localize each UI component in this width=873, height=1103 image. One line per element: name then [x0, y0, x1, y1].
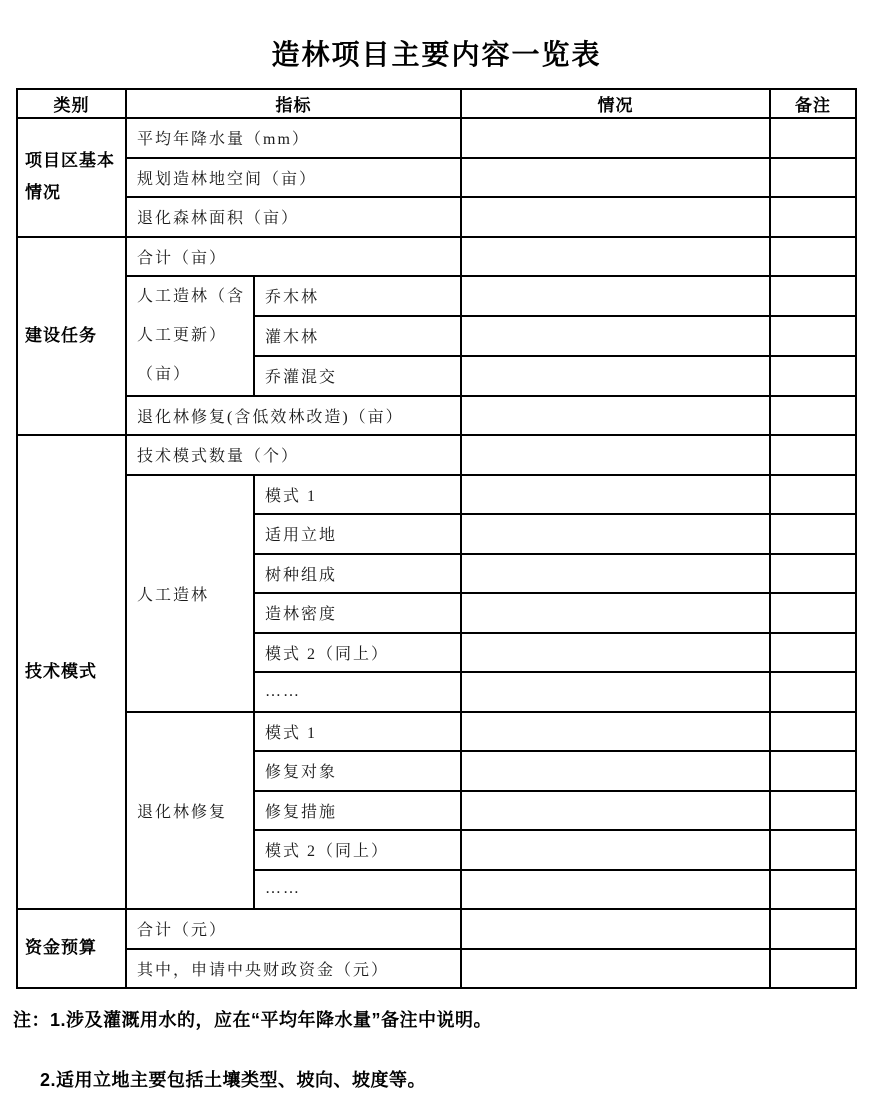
sub-indicator-cell: 模式 1 [254, 475, 461, 515]
remark-cell [770, 909, 856, 949]
table-row [17, 475, 856, 515]
remark-cell [770, 276, 856, 316]
category-cell-budget: 资金预算 [17, 909, 126, 988]
footnote-1: 注：1.涉及灌溉用水的，应在“平均年降水量”备注中说明。 [13, 1010, 493, 1030]
remark-cell [770, 197, 856, 237]
situation-cell [461, 316, 770, 356]
group-cell-artificial-afforestation: 人工造林 [126, 475, 254, 712]
table-row [17, 712, 856, 752]
situation-cell [461, 554, 770, 594]
situation-cell [461, 396, 770, 436]
indicator-cell: 合计（元） [126, 909, 461, 949]
situation-cell [461, 870, 770, 910]
table-row [17, 435, 856, 475]
remark-cell [770, 514, 856, 554]
table-row [17, 118, 856, 158]
indicator-cell: 退化林修复(含低效林改造)（亩） [126, 396, 461, 436]
indicator-cell: 平均年降水量（mm） [126, 118, 461, 158]
sub-indicator-cell: …… [254, 870, 461, 910]
table-row [17, 949, 856, 989]
sub-indicator-cell: 乔木林 [254, 276, 461, 316]
sub-indicator-cell: 乔灌混交 [254, 356, 461, 396]
remark-cell [770, 712, 856, 752]
indicator-cell: 其中，申请中央财政资金（元） [126, 949, 461, 989]
situation-cell [461, 158, 770, 198]
header-situation: 情况 [461, 89, 770, 118]
header-remark: 备注 [770, 89, 856, 118]
remark-cell [770, 316, 856, 356]
footnote-2: 2.适用立地主要包括土壤类型、坡向、坡度等。 [40, 1070, 427, 1090]
sub-indicator-cell: 造林密度 [254, 593, 461, 633]
remark-cell [770, 633, 856, 673]
situation-cell [461, 949, 770, 989]
remark-cell [770, 751, 856, 791]
remark-cell [770, 593, 856, 633]
page-title: 造林项目主要内容一览表 [271, 39, 602, 70]
table-row [17, 158, 856, 198]
remark-cell [770, 672, 856, 712]
remark-cell [770, 396, 856, 436]
remark-cell [770, 791, 856, 831]
remark-cell [770, 237, 856, 277]
situation-cell [461, 356, 770, 396]
situation-cell [461, 118, 770, 158]
group-cell-degraded-forest-restoration: 退化林修复 [126, 712, 254, 910]
situation-cell [461, 276, 770, 316]
remark-cell [770, 870, 856, 910]
sub-indicator-cell: …… [254, 672, 461, 712]
main-table [16, 88, 857, 989]
indicator-cell: 合计（亩） [126, 237, 461, 277]
situation-cell [461, 435, 770, 475]
header-row [17, 89, 856, 118]
category-cell-technical-mode: 技术模式 [17, 435, 126, 909]
remark-cell [770, 554, 856, 594]
situation-cell [461, 593, 770, 633]
situation-cell [461, 633, 770, 673]
table-row [17, 909, 856, 949]
situation-cell [461, 514, 770, 554]
sub-indicator-cell: 模式 2（同上） [254, 830, 461, 870]
remark-cell [770, 949, 856, 989]
remark-cell [770, 830, 856, 870]
situation-cell [461, 909, 770, 949]
table-row [17, 197, 856, 237]
situation-cell [461, 791, 770, 831]
remark-cell [770, 158, 856, 198]
situation-cell [461, 672, 770, 712]
sub-indicator-cell: 灌木林 [254, 316, 461, 356]
situation-cell [461, 197, 770, 237]
situation-cell [461, 712, 770, 752]
indicator-cell: 规划造林地空间（亩） [126, 158, 461, 198]
indicator-cell: 技术模式数量（个） [126, 435, 461, 475]
situation-cell [461, 237, 770, 277]
sub-indicator-cell: 适用立地 [254, 514, 461, 554]
remark-cell [770, 356, 856, 396]
remark-cell [770, 118, 856, 158]
sub-indicator-cell: 树种组成 [254, 554, 461, 594]
header-category: 类别 [17, 89, 126, 118]
category-cell-basic-info: 项目区基本情况 [17, 118, 126, 237]
sub-indicator-cell: 模式 1 [254, 712, 461, 752]
remark-cell [770, 475, 856, 515]
sub-indicator-cell: 修复对象 [254, 751, 461, 791]
sub-indicator-cell: 模式 2（同上） [254, 633, 461, 673]
table-row [17, 396, 856, 436]
header-indicator: 指标 [126, 89, 461, 118]
category-cell-construction-tasks: 建设任务 [17, 237, 126, 436]
situation-cell [461, 830, 770, 870]
indicator-cell: 退化森林面积（亩） [126, 197, 461, 237]
remark-cell [770, 435, 856, 475]
group-cell-artificial-afforestation: 人工造林（含人工更新）（亩） [126, 276, 254, 396]
sub-indicator-cell: 修复措施 [254, 791, 461, 831]
situation-cell [461, 751, 770, 791]
table-row [17, 237, 856, 277]
table-row [17, 276, 856, 316]
situation-cell [461, 475, 770, 515]
